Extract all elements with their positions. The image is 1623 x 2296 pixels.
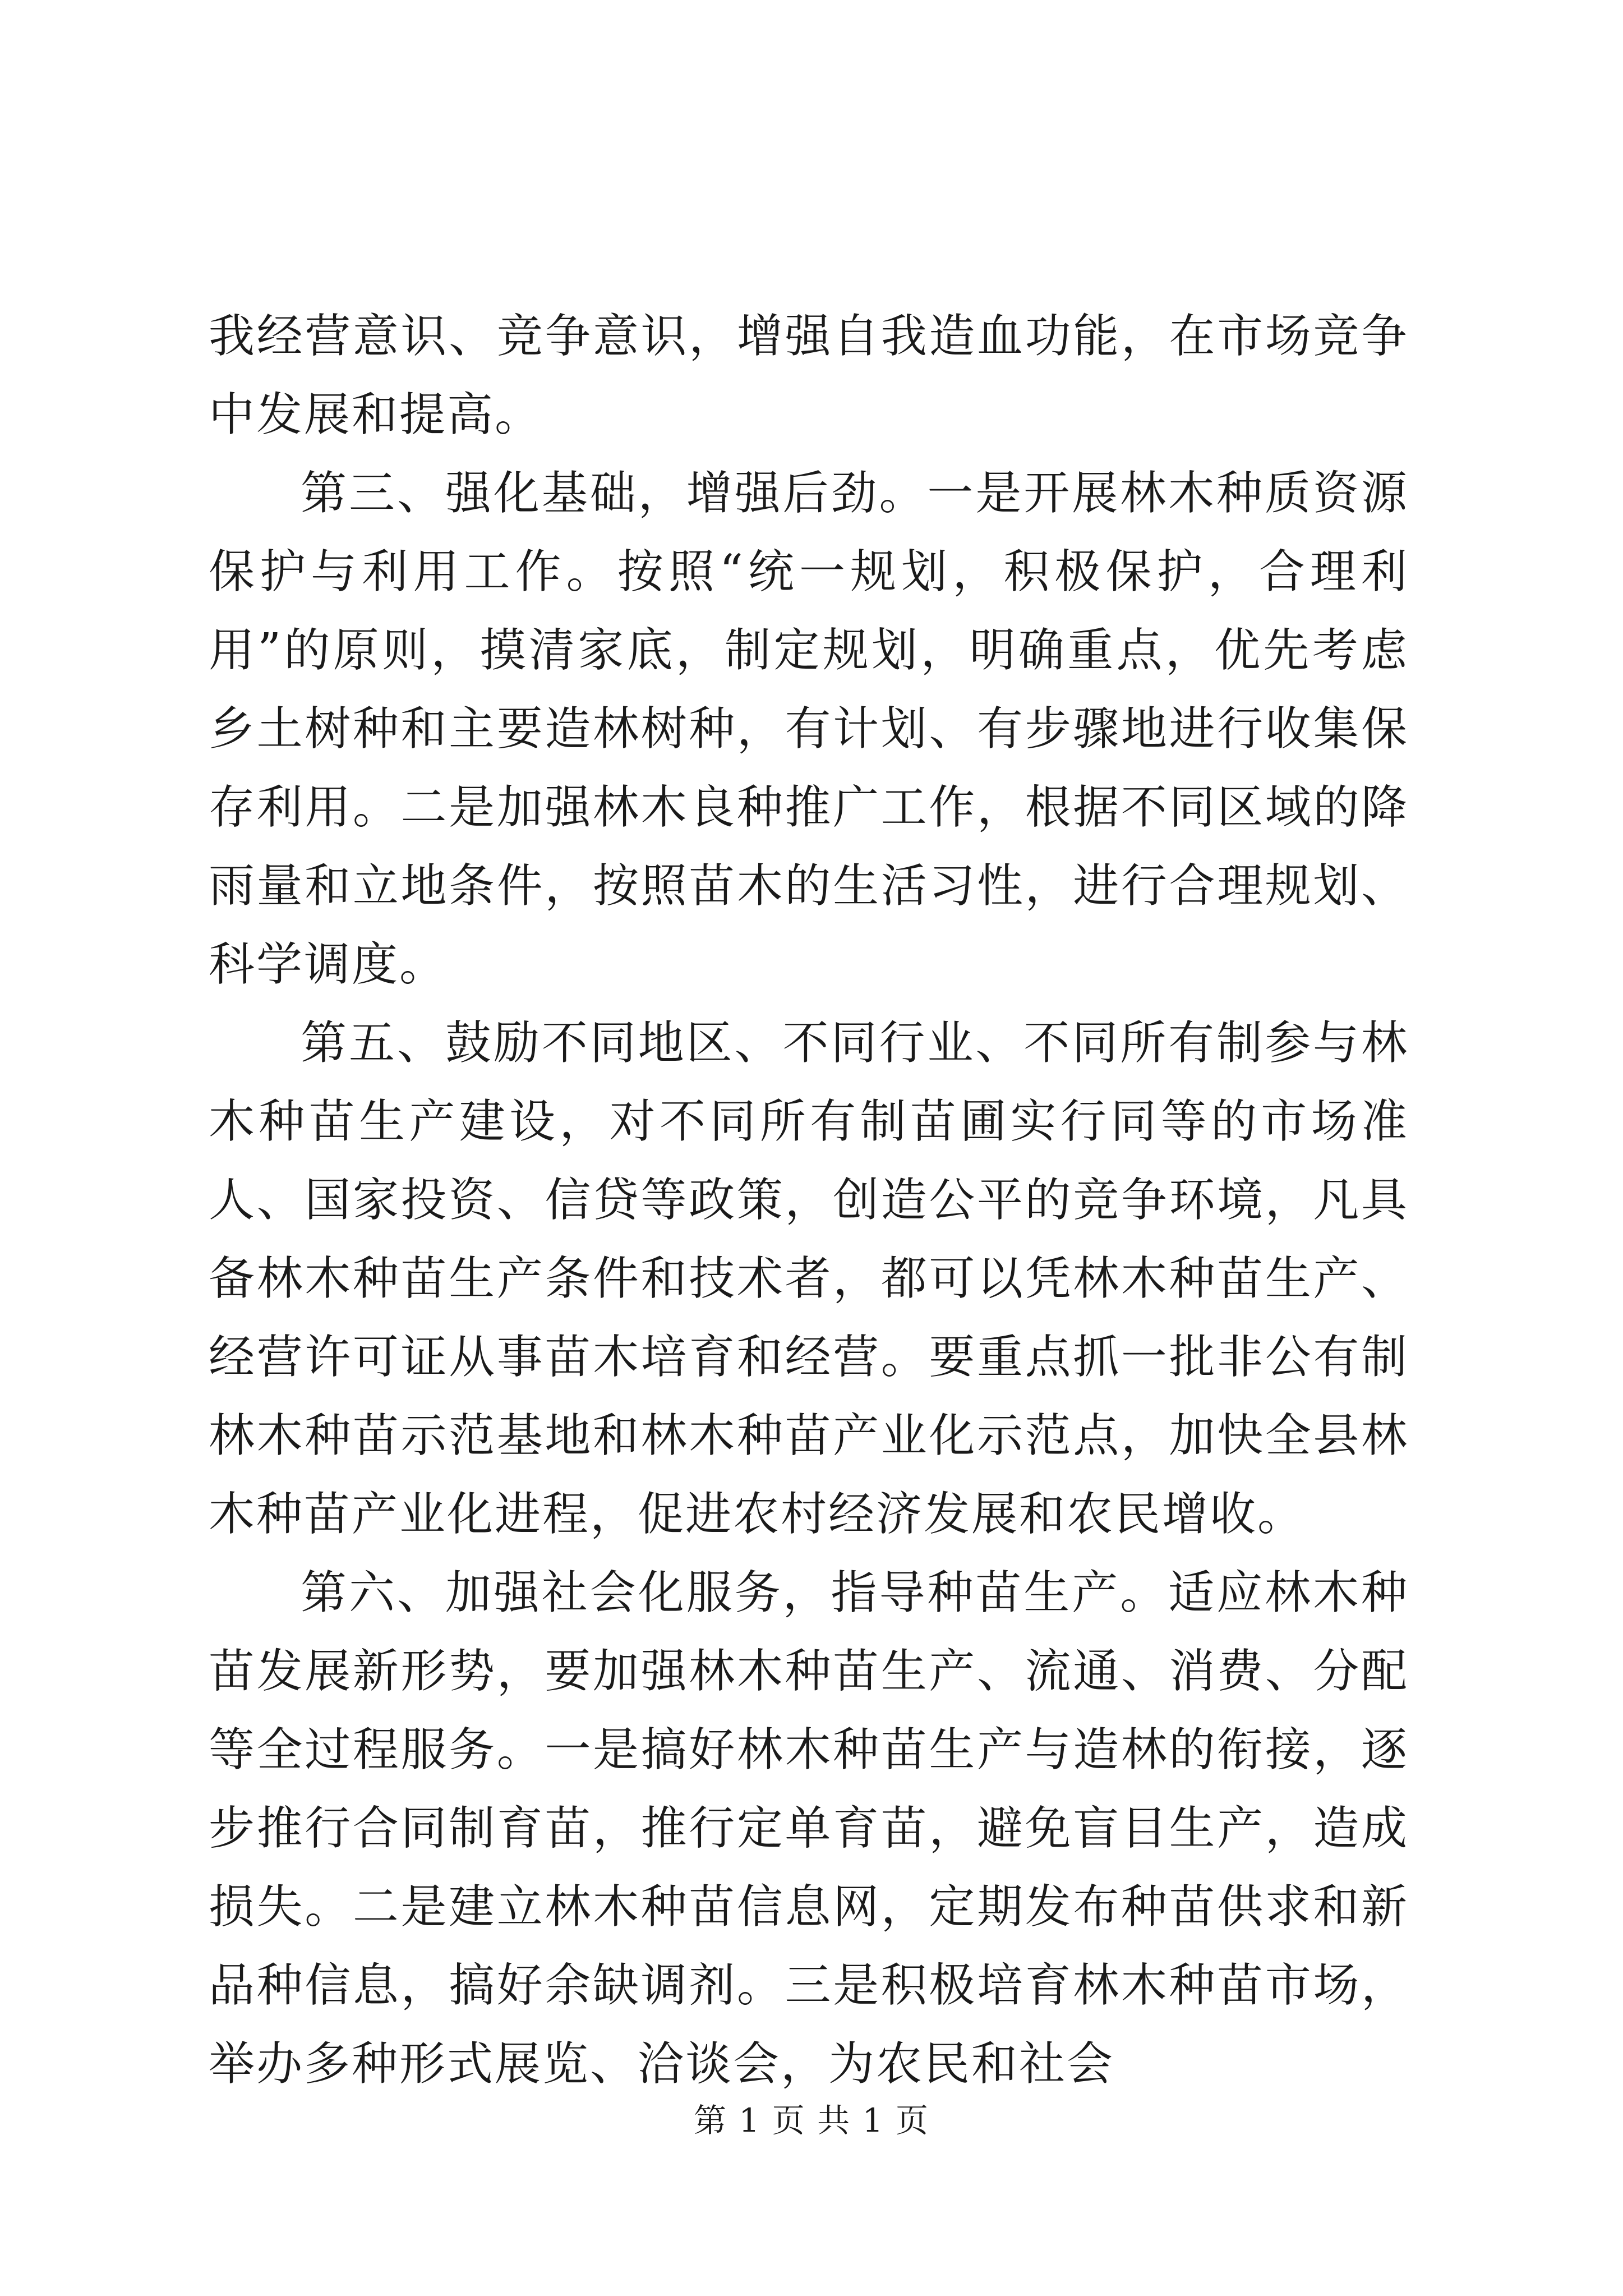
page-footer: 第 1 页 共 1 页 [694,2101,929,2139]
paragraph-4: 第六、加强社会化服务，指导种苗生产。适应林木种苗发展新形势，要加强林木种苗生产、流通、消费、分配等全过程服务。一是搞好林木种苗生产与造林的衔接，逐步推行合同制育苗，推行定单育苗，避免盲目生产，造成损失。二是建立林木种苗信息网，定期发布种苗供求和新品种信息，搞好余缺调剂。三是积极培育林木种苗市场，举办多种形式展览、洽谈会，为农民和社会 [209,1566,1409,2091]
paragraph-2: 第三、强化基础，增强后劲。一是开展林木种质资源保护与利用工作。按照“统一规划，积极保护，合理利用”的原则，摸清家底，制定规划，明确重点，优先考虑乡土树种和主要造林树种，有计划、有步骤地进行收集保存利用。二是加强林木良种推广工作，根据不同区域的降雨量和立地条件，按照苗木的生活习性，进行合理规划、科学调度。 [209,467,1409,991]
document-body [209,297,1409,2104]
paragraph-1: 我经营意识、竞争意识，增强自我造血功能，在市场竞争中发展和提高。 [209,310,1409,441]
paragraph-3: 第五、鼓励不同地区、不同行业、不同所有制参与林木种苗生产建设，对不同所有制苗圃实行同等的市场准人、国家投资、信贷等政策，创造公平的竞争环境，凡具备林木种苗生产条件和技术者，都可以凭林木种苗生产、经营许可证从事苗木培育和经营。要重点抓一批非公有制林木种苗示范基地和林木种苗产业化示范点，加快全县林木种苗产业化进程，促进农村经济发展和农民增收。 [209,1016,1409,1541]
